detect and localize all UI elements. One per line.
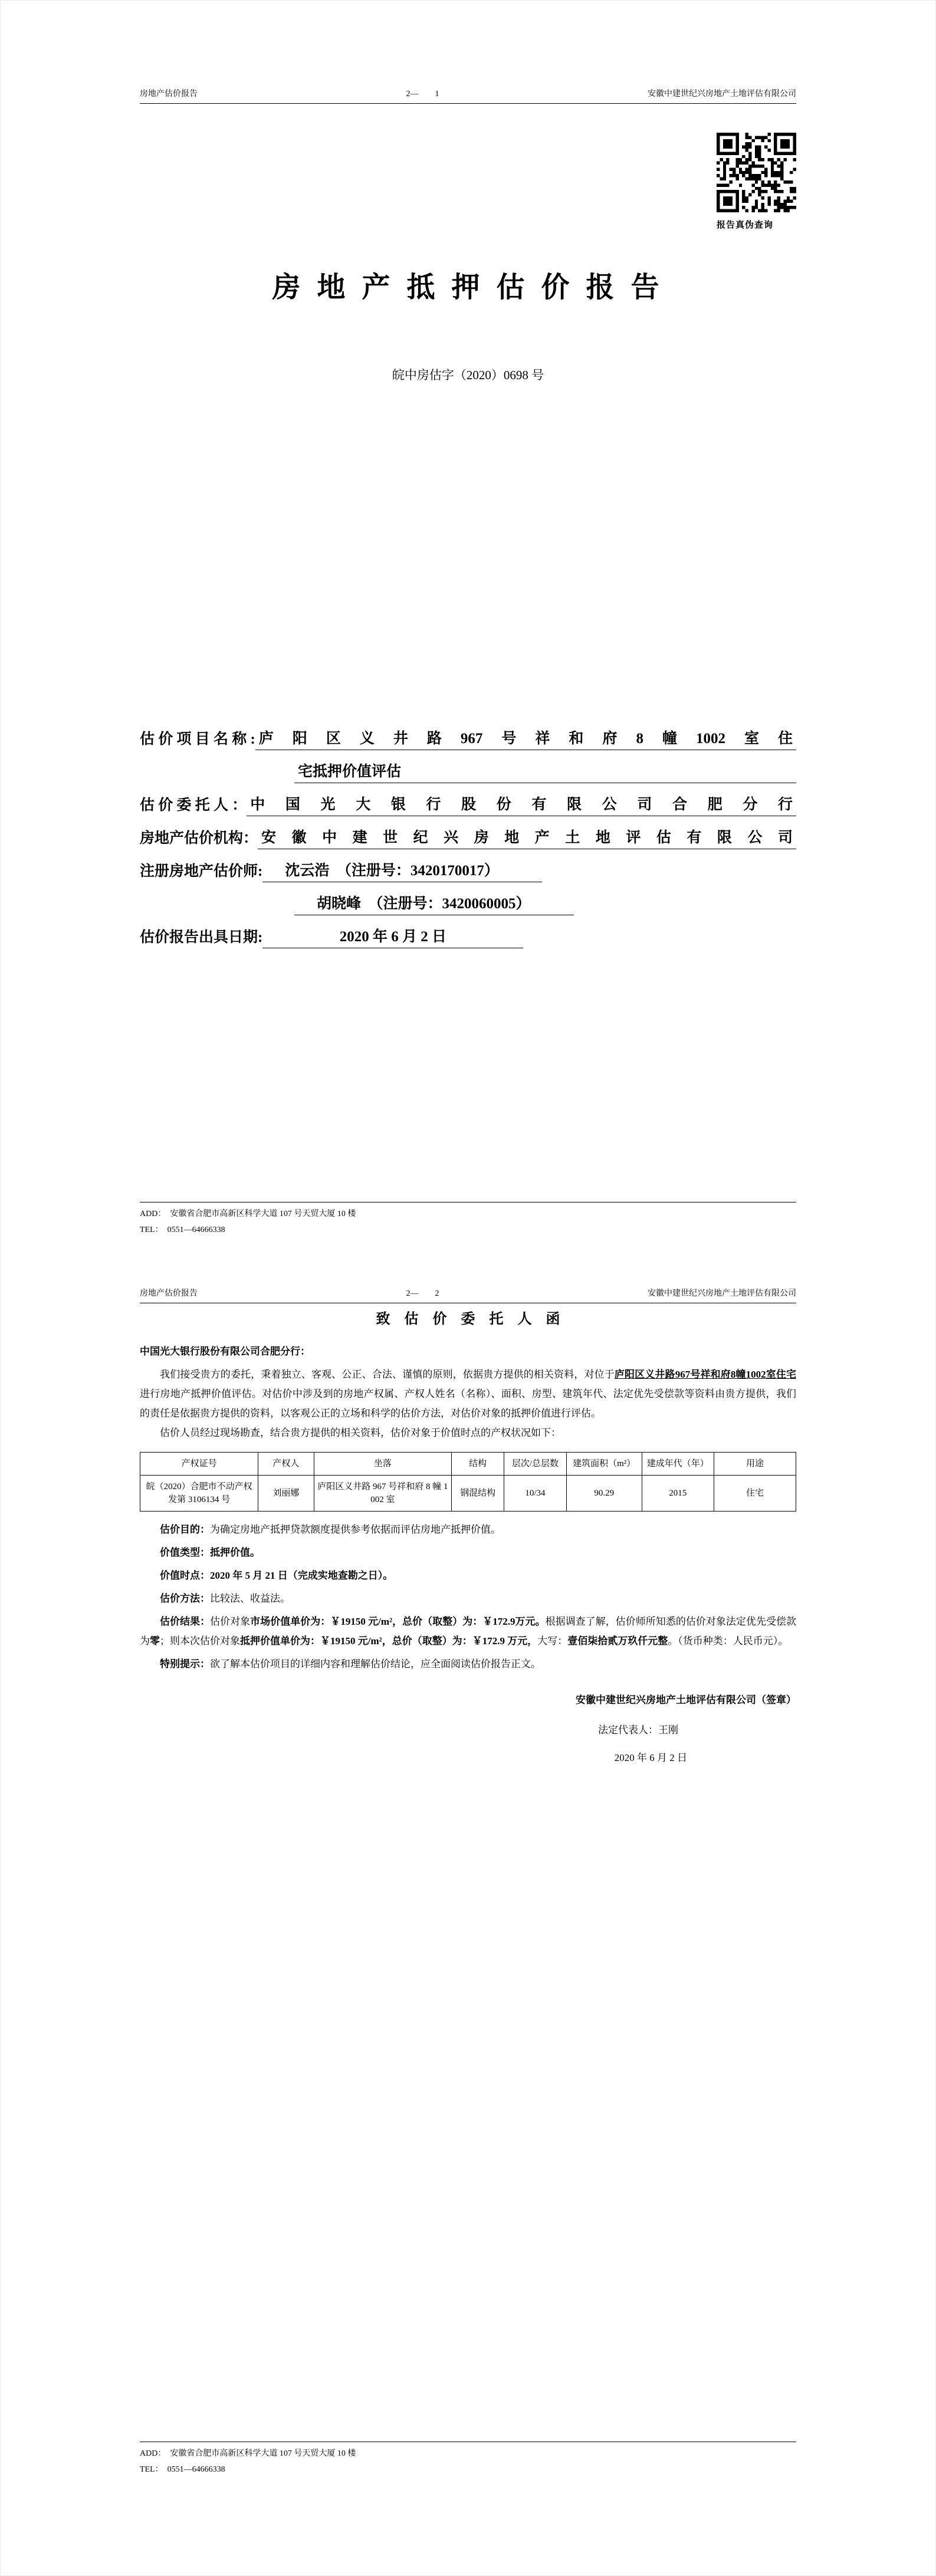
signature-date: 2020 年 6 月 2 日: [614, 1752, 687, 1763]
page2-footer-address: ADD： 安徽省合肥市高新区科学大道 107 号天贸大厦 10 楼: [140, 2449, 356, 2458]
page2-header-doc-type: 房地产估价报告: [140, 1289, 198, 1298]
page2-header: [140, 1288, 796, 1303]
field-agency-value: 安徽中建世纪兴房地产土地评估有限公司: [258, 827, 796, 849]
cell-year-built: 2015: [642, 1476, 714, 1512]
page2-footer: [140, 2442, 796, 2478]
report-title: 房 地 产 抵 押 估 价 报 告: [272, 272, 664, 303]
page1-footer-address: ADD： 安徽省合肥市高新区科学大道 107 号天贸大厦 10 楼: [140, 1210, 356, 1218]
field-agency-label: 房地产估价机构：: [140, 830, 258, 846]
qr-verification-block: [717, 133, 796, 231]
letter-title: 致 估 价 委 托 人 函: [376, 1312, 560, 1327]
page1-header-page-number: 2— 1: [406, 90, 439, 98]
page2-header-page-number: 2— 2: [406, 1289, 439, 1298]
ownership-table: [140, 1452, 796, 1512]
signature-company: 安徽中建世纪兴房地产土地评估有限公司（签章）: [576, 1694, 796, 1706]
field-appraiser-label: 注册房地产估价师:: [140, 863, 263, 879]
cell-owner: 刘丽娜: [258, 1476, 314, 1512]
cell-location: 庐阳区义井路 967 号祥和府 8 幢 1002 室: [314, 1476, 452, 1512]
field-project-value-line1: 庐阳区义井路967号祥和府8幢1002室住: [255, 728, 796, 750]
qr-caption: 报告真伪查询: [717, 221, 774, 230]
special-note: 特别提示：欲了解本估价项目的详细内容和理解估价结论，应全面阅读估价报告正文。: [160, 1658, 541, 1670]
ownership-table-data-row: [140, 1476, 796, 1512]
field-agency: [140, 827, 796, 849]
page1-header: [140, 88, 796, 104]
cell-floor: 10/34: [504, 1476, 567, 1512]
field-report-date-label: 估价报告出具日期:: [140, 929, 263, 945]
field-client-label: 估 价 委 托 人 ：: [140, 797, 247, 813]
field-appraiser-2-value: 胡晓峰 （注册号：3420060005）: [294, 893, 574, 915]
field-project-name: [140, 728, 796, 750]
field-client-value: 中国光大银行股份有限公司合肥分行: [247, 794, 796, 816]
field-report-date: [140, 926, 796, 948]
signature-block: [140, 1690, 796, 1767]
page2-footer-phone: TEL： 0551—64666338: [140, 2465, 225, 2474]
field-appraiser-1-value: 沈云浩 （注册号：3420170017）: [262, 860, 542, 882]
page1-footer: [140, 1202, 796, 1238]
field-project-label: 估 价 项 目 名 称 :: [140, 731, 255, 747]
cell-use: 住宅: [714, 1476, 796, 1512]
field-client: [140, 794, 796, 816]
col-certificate-no: 产权证号: [140, 1453, 258, 1476]
field-project-name-continuation: [140, 761, 796, 783]
page2-header-company: 安徽中建世纪兴房地产土地评估有限公司: [648, 1289, 796, 1298]
col-owner: 产权人: [258, 1453, 314, 1476]
cell-area: 90.29: [566, 1476, 642, 1512]
field-appraiser-2: [140, 893, 796, 915]
letter-paragraph-1: 我们接受贵方的委托，秉着独立、客观、公正、合法、谨慎的原则，依据贵方提供的相关资料，对位于庐阳区义井路967号祥和府8幢1002室住宅进行房地产抵押价值评估。对估价中涉及到的房地产权属、产权人姓名（名称）、面积、房型、建筑年代、法定优先受偿款等资料由贵方提供，我们的责任是依据贵方提供的资料，以客观公正的立场和科学的估价方法，对估价对象的抵押价值进行评估。: [140, 1369, 797, 1419]
col-area: 建筑面积（m²）: [566, 1453, 642, 1476]
cell-structure: 钢混结构: [452, 1476, 504, 1512]
value-type: 价值类型：抵押价值。: [160, 1547, 260, 1558]
letter-addressee: 中国光大银行股份有限公司合肥分行：: [140, 1346, 310, 1357]
col-use: 用途: [714, 1453, 796, 1476]
col-structure: 结构: [452, 1453, 504, 1476]
qr-code-icon: [717, 133, 796, 212]
page1-header-doc-type: 房地产估价报告: [140, 90, 198, 98]
cover-fields: [140, 728, 796, 960]
report-number: 皖中房估字（2020）0698 号: [392, 368, 544, 382]
col-location: 坐落: [314, 1453, 452, 1476]
field-project-value-line2: 宅抵押价值评估: [294, 761, 796, 783]
col-floor: 层次/总层数: [504, 1453, 567, 1476]
appraisal-result: 估价结果：估价对象市场价值单价为：￥19150 元/m²，总价（取整）为：￥172.9万元。根据调查了解，估价师所知悉的估价对象法定优先受偿款为零；则本次估价对象抵押价值单价为：￥19150 元/m²，总价（取整）为：￥172.9 万元，大写：壹佰柒拾贰万玖仟元整。（货币种类：人民币元）。: [140, 1616, 797, 1647]
ownership-table-header-row: [140, 1453, 796, 1476]
cell-certificate-no: 皖（2020）合肥市不动产权发第 3106134 号: [140, 1476, 258, 1512]
appraisal-purpose: 估价目的：为确定房地产抵押贷款额度提供参考依据而评估房地产抵押价值。: [160, 1524, 501, 1535]
field-report-date-value: 2020 年 6 月 2 日: [262, 926, 523, 948]
col-year-built: 建成年代（年）: [642, 1453, 714, 1476]
field-appraiser-1: [140, 860, 796, 882]
letter-paragraph-2: 估价人员经过现场勘查，结合贵方提供的相关资料，估价对象于价值时点的产权状况如下：: [160, 1427, 561, 1438]
appraisal-method: 估价方法：比较法、收益法。: [160, 1593, 290, 1604]
page2-content: [140, 1307, 796, 1767]
value-date: 价值时点：2020 年 5 月 21 日（完成实地查勘之日）。: [160, 1570, 393, 1581]
page1-footer-phone: TEL： 0551—64666338: [140, 1225, 225, 1234]
page1-header-company: 安徽中建世纪兴房地产土地评估有限公司: [648, 90, 796, 98]
signature-legal-rep: 法定代表人：王刚: [598, 1724, 678, 1736]
